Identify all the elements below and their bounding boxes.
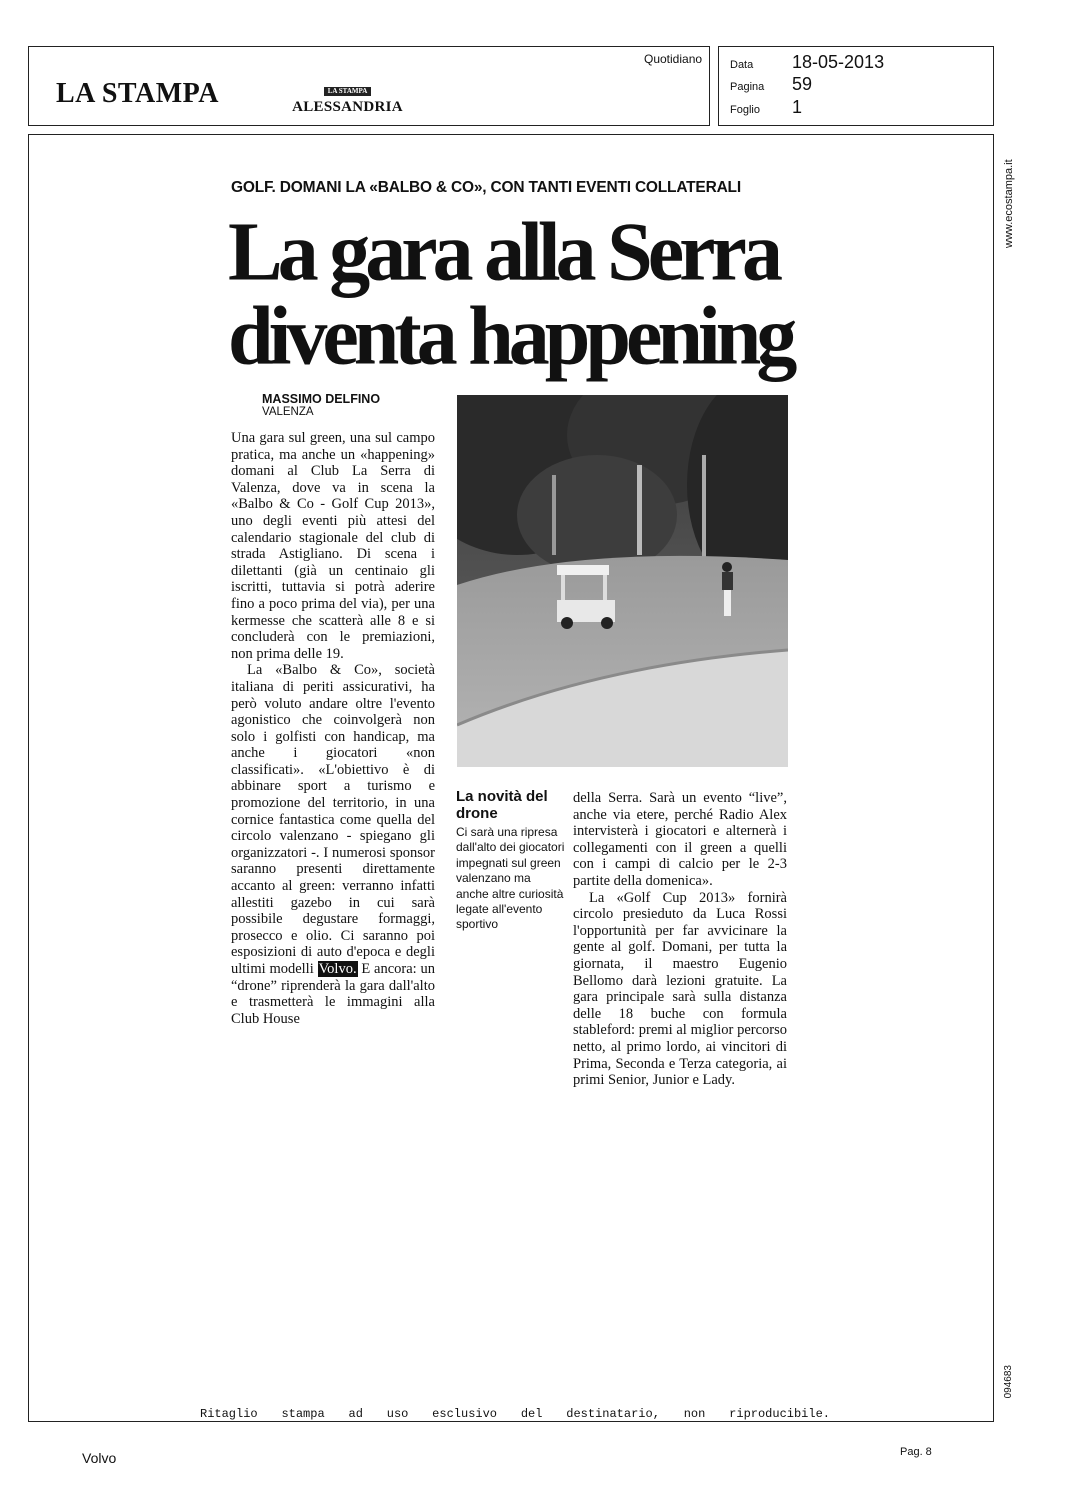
sheet-value: 1 (792, 97, 803, 117)
paragraph-2 (231, 662, 435, 1027)
highlighted-keyword: Volvo. (318, 961, 357, 977)
publication-frequency: Quotidiano (644, 52, 703, 66)
page-number: Pag. 8 (900, 1446, 932, 1458)
paragraph-2-end: E ancora: un “drone” riprenderà la gara dall'alto e trasmetterà le immagini alla Club House (231, 961, 435, 1027)
headline-line-1: La gara alla Serra (228, 205, 778, 299)
sheet-label: Foglio (730, 104, 760, 116)
golf-course-photo (457, 395, 788, 767)
article-column-3 (573, 790, 787, 1089)
page-value: 59 (792, 74, 813, 94)
paragraph-4: La «Golf Cup 2013» fornirà circolo presieduto da Luca Rossi l'opportunità per far avvicinare la gente al golf. Domani, per tutta la giornata, il maestro Eugenio Bellomo darà lezioni gratuite. La gara principale sarà sulla distanza delle 18 buche con formula stableford: premi al miglior percorso netto, al primo lordo, ai vincitori di Prima, Seconda e Terza categoria, ai primi Senior, Junior e Lady. (573, 889, 787, 1089)
clipping-code: 094683 (1003, 1365, 1014, 1399)
paragraph-3: della Serra. Sarà un evento “live”, anche via etere, perché Radio Alex intervisterà i giocatori e alternerà i collegamenti con il green a quelli con i campi di calcio per le 2-3 partite della domenica». (573, 790, 787, 889)
article-location: VALENZA (262, 406, 314, 418)
headline-line-2: diventa happening (228, 288, 793, 382)
paragraph-1: Una gara sul green, una sul campo pratica, ma anche un «happening» domani al Club La Serra di Valenza, dove va in scena la «Balbo & Co - Golf Cup 2013», uno degli eventi più attesi del calendario stagionale del club di strada Astigliano. Di scena i dilettanti (già un centinaio gli iscritti, tuttavia si potrà aderire fino a poco prima del via), per una kermesse che scatterà alle 8 e si concluderà con le premiazioni, non prima delle 19. (231, 430, 435, 662)
paragraph-2-text: La «Balbo & Co», società italiana di periti assicurativi, ha però voluto andare oltre l'evento agonistico che coinvolgerà non solo i golfisti con handicap, ma anche i giocatori «non classificati». «L'obiettivo è di abbinare sport a turismo e promozione del territorio, in una cornice fantastica come quella del circolo valenzano - spiegano gli organizzatori -. I numerosi sponsor saranno presenti direttamente accanto al green: verranno infatti allestiti gazebo in cui sarà possibile degustare formaggi, prosecco e olio. Ci saranno poi esposizioni di auto d'epoca e degli ultimi modelli (231, 662, 435, 977)
date-label: Data (730, 59, 754, 71)
edition-badge: LA STAMPA (324, 87, 372, 96)
article-kicker: GOLF. DOMANI LA «BALBO & CO», CON TANTI EVENTI COLLATERALI (231, 179, 741, 196)
edition-logo (280, 80, 415, 116)
sheet-row (730, 97, 802, 118)
copyright-notice: Ritaglio stampa ad uso esclusivo del destinatario, non riproducibile. (200, 1407, 830, 1421)
date-row (730, 52, 884, 73)
client-name: Volvo (82, 1450, 117, 1466)
website-vertical-text: www.ecostampa.it (1003, 159, 1015, 248)
page-label: Pagina (730, 81, 765, 93)
page-row (730, 74, 812, 95)
article-headline (228, 205, 848, 382)
sidebar-title: La novità del drone (456, 788, 548, 822)
newspaper-logo: LA STAMPA (56, 78, 219, 109)
sidebar-body: Ci sarà una ripresa dall'alto dei giocatori impegnati sul green valenzano ma anche altre curiosità legate all'evento sportivo (456, 825, 565, 932)
date-value: 18-05-2013 (792, 52, 885, 72)
edition-city: ALESSANDRIA (292, 99, 403, 115)
article-column-1 (231, 430, 435, 1027)
golf-photo-illustration (457, 395, 788, 767)
article-author: MASSIMO DELFINO (262, 392, 381, 406)
